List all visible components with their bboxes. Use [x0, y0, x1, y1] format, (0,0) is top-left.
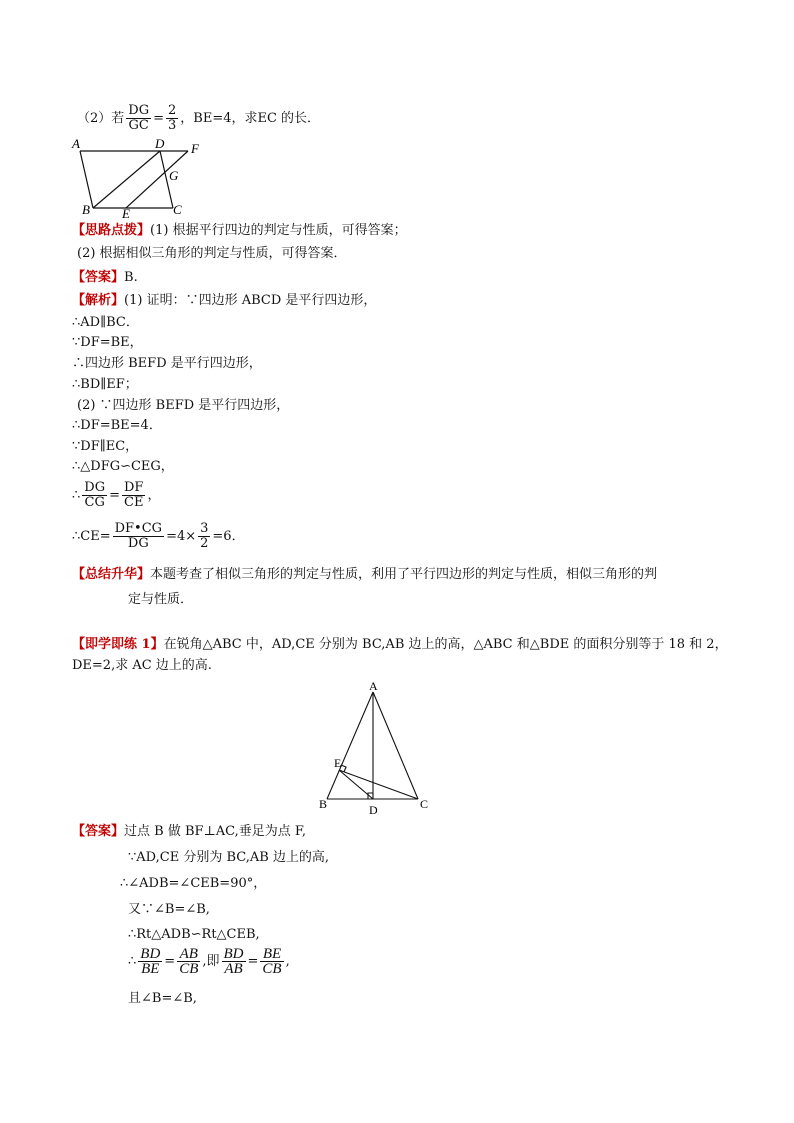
- label-c: C: [173, 202, 182, 217]
- analysis-line-1: 【解析】(1) 证明：∵四边形 ABCD 是平行四边形，: [72, 293, 377, 308]
- hint-line-2: (2) 根据相似三角形的判定与性质，可得答案．: [77, 246, 347, 261]
- analysis-line-6: (2) ∵四边形 BEFD 是平行四边形，: [77, 398, 290, 413]
- label-d: D: [369, 803, 378, 817]
- analysis-line-7: ∴DF=BE=4．: [72, 418, 162, 433]
- analysis-line-5: ∴BD∥EF；: [72, 377, 138, 392]
- analysis-line-3: ∵DF=BE，: [72, 335, 143, 350]
- triangle-figure: [310, 680, 440, 820]
- answer-2-line-3: ∴∠ADB=∠CEB=90°，: [120, 876, 267, 891]
- analysis-line-4: ∴四边形 BEFD 是平行四边形，: [72, 356, 262, 371]
- line-ab: [327, 692, 373, 799]
- label-f: F: [191, 141, 199, 156]
- answer-2-line-1: 【答案】过点 B 做 BF⊥AC,垂足为点 F,: [72, 824, 307, 839]
- hint-line-1: 【思路点拨】(1) 根据平行四边的判定与性质，可得答案；: [72, 223, 407, 238]
- label-c: C: [420, 797, 429, 811]
- line-ac: [373, 692, 418, 799]
- practice-line-2: DE=2,求 AC 边上的高.: [72, 658, 212, 673]
- analysis-line-10: ∴ $\frac{DG}{CG}$ = $\frac{DF}{CE}$ ，: [72, 480, 161, 510]
- label-e: E: [122, 206, 130, 220]
- practice-line-1: 【即学即练 1】在锐角△ABC 中，AD,CE 分别为 BC,AB 边上的高，△ABC 和△BDE 的面积分别等于 18 和 2，: [72, 637, 728, 652]
- answer-2-line-2: ∵AD,CE 分别为 BC,AB 边上的高,: [128, 850, 330, 865]
- line-bd: [93, 151, 160, 208]
- line-ce: [339, 770, 418, 799]
- analysis-line-8: ∵DF∥EC，: [72, 439, 139, 454]
- summary-line-1: 【总结升华】本题考查了相似三角形的判定与性质，利用了平行四边形的判定与性质，相似三角形的判: [72, 567, 658, 582]
- analysis-line-2: ∴AD∥BC．: [72, 315, 139, 330]
- answer-1: 【答案】B.: [72, 270, 138, 285]
- answer-2-line-6: ∴ $\frac{BD}{BE}$ = $\frac{AB}{CB}$ ,即 $\frac{BD}{AB}$ = $\frac{BE}{CB}$ ,: [128, 946, 290, 977]
- label-a: A: [72, 136, 80, 151]
- label-d: D: [155, 136, 165, 151]
- label-e: E: [334, 756, 342, 770]
- answer-2-line-7: 且∠B=∠B,: [128, 991, 197, 1006]
- analysis-line-9: ∴△DFG∽CEG，: [72, 459, 174, 474]
- parallelogram-figure: [68, 136, 218, 220]
- line-ef: [126, 151, 188, 208]
- answer-2-line-5: ∴Rt△ADB∽Rt△CEB,: [128, 927, 260, 942]
- value-fraction: $\frac{2}{3}$: [168, 103, 177, 133]
- label-b: B: [82, 202, 90, 217]
- summary-line-2: 定与性质．: [128, 592, 194, 607]
- line-ab: [80, 151, 93, 208]
- answer-2-line-4: 又∵∠B=∠B,: [128, 902, 210, 917]
- label-b: B: [319, 797, 328, 811]
- part2-question: （2）若 $\frac{DG}{GC}$ = $\frac{2}{3}$ ，BE=4，求EC 的长．: [77, 103, 321, 133]
- label-g: G: [169, 168, 179, 183]
- analysis-line-11: ∴CE= $\frac{DF•CG}{DG}$ =4× $\frac{3}{2}$ =6．: [72, 521, 245, 551]
- label-a: A: [369, 680, 378, 693]
- ratio-fraction: $\frac{DG}{GC}$: [128, 103, 150, 133]
